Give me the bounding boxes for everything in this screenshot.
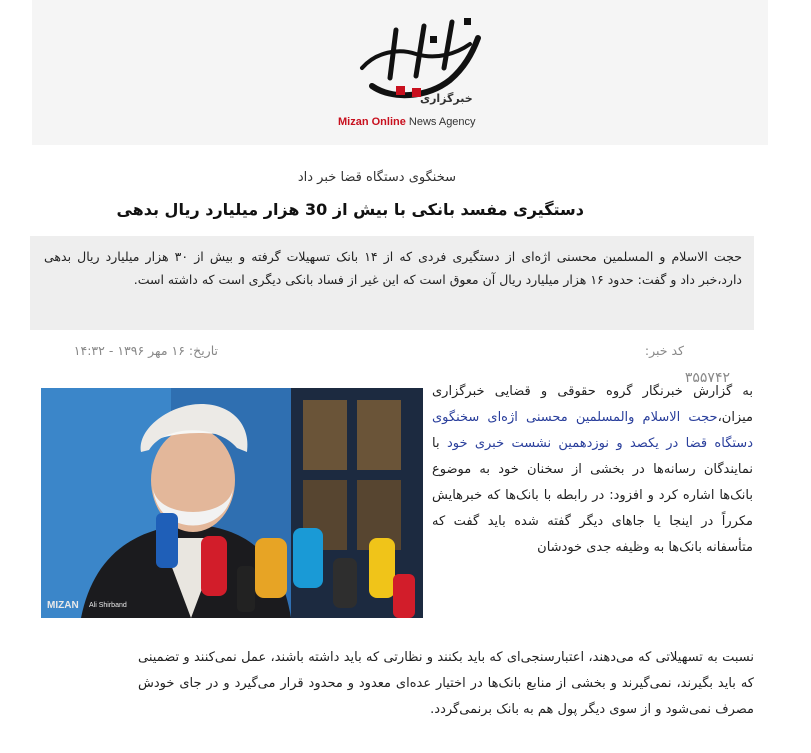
logo-brand-suffix: News Agency [405,116,476,128]
body-link[interactable]: حجت الاسلام والمسلمین محسنی اژه‌ای سخنگوی دستگاه قضا در یکصد و نوزدهمین نشست خبری خود [432,410,753,451]
article-body-lower: نسبت به تسهیلاتی که می‌دهند، اعتبارسنجی‌ای که باید بکنند و نظارتی که باید داشته باشند، عمل نمی‌کنند و تضمینی که باید بگیرند، نمی‌گیرند و بخشی از منابع بانک‌ها در اختیار عده‌ای معدود و محدود قرار می‌گیرد و در جای خودش مصرف نمی‌شود و از سوی دیگر پول هم به بانک برنمی‌گردد. [138,650,754,717]
photo-credit-logo: MIZAN [47,600,79,611]
article-lead: حجت الاسلام و المسلمین محسنی اژه‌ای از دستگیری فردی که از ۱۴ بانک تسهیلات گرفته و بیش از ۳۰ هزار میلیارد ریال بدهی دارد،خبر داد و گفت: حدود ۱۶ هزار میلیارد ریال آن معوق است که این غیر از فساد بانکی دیگری است که داشته است. [30,236,754,330]
publish-date: تاریخ: ۱۶ مهر ۱۳۹۶ - ۱۴:۳۲ [73,343,218,358]
logo-persian-text: خبرگزاری [420,92,473,105]
body-intro: به گزارش خبرنگار گروه حقوقی و قضایی خبرگزاری میزان، [432,384,753,425]
body-rest: با نمایندگان رسانه‌ها در بخشی از سخنان خود به موضوع بانک‌ها اشاره کرد و افزود: در رابطه با بانک‌ها که خبرهایش مکرراً در اینجا یا جاهای دیگر گفته شده باید گفت که متأسفانه بانک‌ها به وظیفه جدی خودشان [432,436,753,555]
site-logo[interactable] [332,8,502,133]
photo-credit-name: Ali Shirband [89,602,127,609]
article-body-upper [432,379,753,561]
article-title: دستگیری مفسد بانکی با بیش از 30 هزار میلیارد ریال بدهی [116,200,584,219]
article-photo [41,388,423,618]
logo-calligraphy-icon [332,8,502,108]
news-code-value: ۳۵۵۷۴۲ [684,370,730,386]
logo-english-text [338,116,476,128]
article-kicker: سخنگوی دستگاه قضا خبر داد [297,170,456,185]
site-header [32,0,768,145]
logo-brand-name: Mizan Online [338,116,406,128]
news-code-label: کد خبر: [644,343,684,358]
photo-illustration [41,388,423,618]
